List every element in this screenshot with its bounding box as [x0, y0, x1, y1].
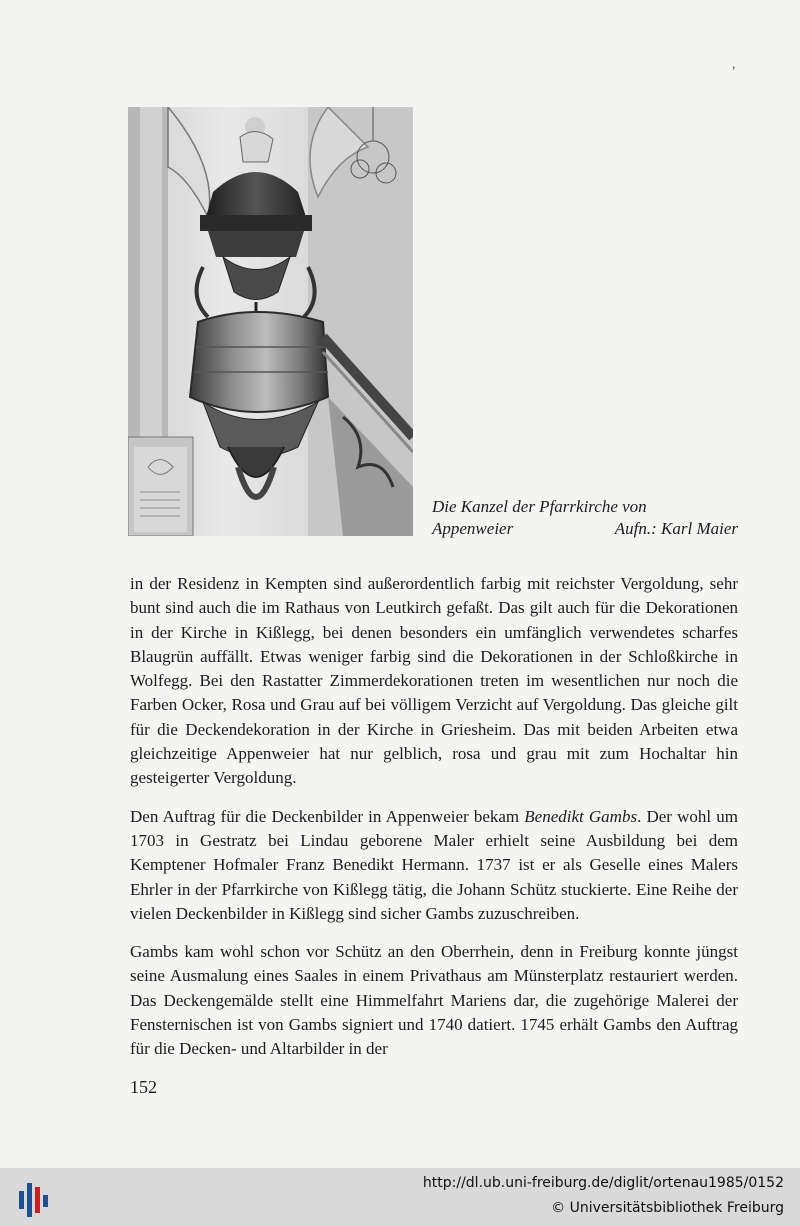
caption-title: Die Kanzel der Pfarrkirche von: [432, 497, 647, 516]
paragraph-1: in der Residenz in Kempten sind außerordentlich farbig mit reichster Vergoldung, sehr bunt sind auch die im Rathaus von Leutkirch gefaßt. Das gilt auch für die Dekorationen in der Kirche in Kißlegg, bei denen besonders ein umfänglich verwendetes scharfes Blaugrün auffällt. Etwas weniger farbig sind die Dekorationen in der Schloßkirche in Wolfegg. Bei den Rastatter Zimmerdekorationen treten im wesentlichen nur noch die Farben Ocker, Rosa und Grau auf bei völligem Verzicht auf Vergoldung. Das gleiche gilt für die Deckendekoration in der Kirche in Griesheim. Das mit beiden Arbeiten etwa gleichzeitige Appenweier hat nur gelblich, rosa und grau mit zum Hochaltar hin gesteigerter Vergoldung.: [130, 574, 738, 788]
body-text: [130, 572, 738, 1076]
caption-credit-row: [432, 518, 738, 540]
margin-mark: ,: [732, 57, 736, 72]
copyright-notice: © Universitätsbibliothek Freiburg: [551, 1200, 784, 1216]
caption-place: Appenweier: [432, 519, 514, 538]
ub-freiburg-logo-icon: [16, 1177, 52, 1219]
page-number: 152: [130, 1077, 157, 1097]
pulpit-photograph: [128, 107, 413, 536]
digital-copy-link[interactable]: http://dl.ub.uni-freiburg.de/diglit/ortenau1985/0152: [422, 1175, 784, 1191]
paragraph-2: [130, 805, 738, 926]
photo-credit: Aufn.: Karl Maier: [614, 519, 738, 538]
figure-caption: [432, 496, 738, 540]
paragraph-3: Gambs kam wohl schon vor Schütz an den Oberrhein, denn in Freiburg konnte jüngst seine Ausmalung eines Saales in einem Privathaus am Münsterplatz restauriert werden. Das Deckengemälde stellt eine Himmelfahrt Mariens dar, die zugehörige Malerei der Fensternischen ist von Gambs signiert und 1740 datiert. 1745 erhält Gambs den Auftrag für die Decken- und Altarbilder in der: [130, 942, 738, 1059]
paragraph-2-text-start: Den Auftrag für die Deckenbilder in Appenweier bekam: [130, 806, 525, 826]
library-footer-bar: [0, 1168, 800, 1226]
artist-name: Benedikt Gambs: [524, 806, 638, 826]
paragraph-2-text-end: . Der wohl um 1703 in Gestratz bei Lindau geborene Maler erhielt seine Ausbildung bei dem Kemptener Hofmaler Franz Benedikt Hermann. 1737 ist er als Geselle eines Malers Ehrler in der Pfarrkirche von Kißlegg tätig, die Johann Schütz stuckierte. Eine Reihe der vielen Deckenbilder in Kißlegg sind sicher Gambs zuzuschreiben.: [130, 806, 738, 923]
